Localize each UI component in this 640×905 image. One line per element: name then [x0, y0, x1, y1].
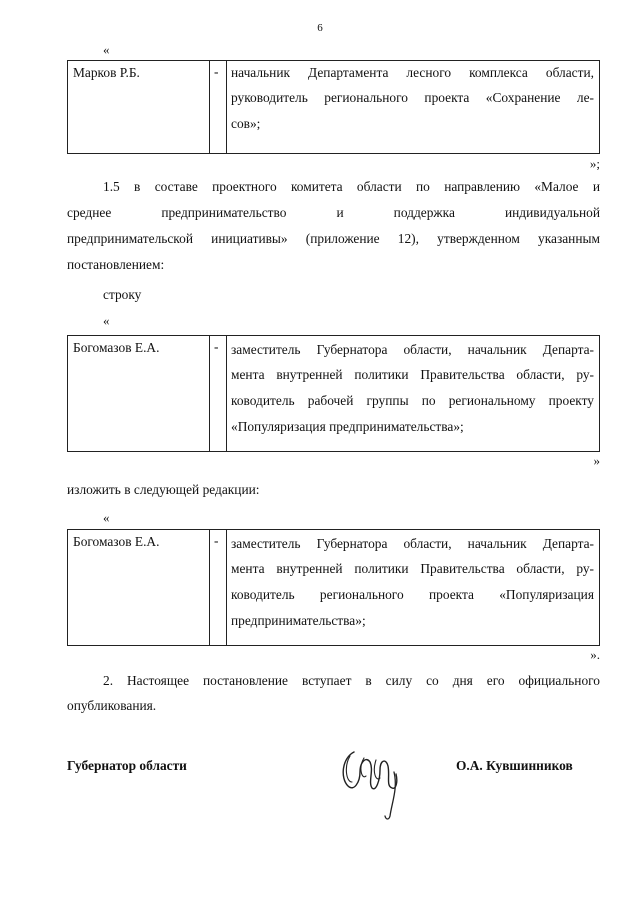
dash: -	[214, 64, 219, 79]
quote-close-3: ».	[590, 647, 600, 662]
paragraph-1-5-line: 1.5 в составе проектного комитета области по направлению «Малое и	[103, 179, 600, 194]
description-line: ководитель рабочей группы по региональному проекту	[231, 393, 594, 408]
signature-image	[336, 732, 408, 824]
signer-position: Губернатор области	[67, 758, 187, 773]
table-cell-dash	[210, 530, 227, 645]
table-cell-description	[227, 336, 599, 451]
paragraph-2-line: опубликования.	[67, 698, 157, 713]
signer-name: О.А. Кувшинников	[456, 758, 573, 773]
dash: -	[214, 533, 219, 548]
table-cell-dash	[210, 336, 227, 451]
description-line: руководитель регионального проекта «Сохранение ле-	[231, 90, 594, 105]
quote-close-2: »	[593, 453, 600, 468]
dash: -	[214, 339, 219, 354]
description-line: заместитель Губернатора области, начальник Департа-	[231, 536, 594, 551]
description-line: предпринимательства»;	[231, 613, 366, 628]
person-name: Богомазов Е.А.	[73, 534, 160, 549]
quote-close-1: »;	[589, 156, 600, 171]
description-line: «Популяризация предпринимательства»;	[231, 419, 464, 434]
table-cell-description	[227, 61, 599, 153]
description-line: мента внутренней политики Правительства области, ру-	[231, 561, 594, 576]
table-cell-name	[68, 61, 210, 153]
table-cell-name	[68, 336, 210, 451]
description-line: сов»;	[231, 116, 261, 131]
description-line: мента внутренней политики Правительства области, ру-	[231, 367, 594, 382]
description-line: начальник Департамента лесного комплекса области,	[231, 65, 594, 80]
table-cell-description	[227, 530, 599, 645]
paragraph-2-line: 2. Настоящее постановление вступает в силу со дня его официального	[103, 673, 600, 688]
paragraph-1-5-line: предпринимательской инициативы» (приложение 12), утвержденном указанным	[67, 231, 600, 246]
paragraph-1-5-line: среднее предпринимательство и поддержка индивидуальной	[67, 205, 600, 220]
page-number: 6	[317, 22, 323, 34]
description-line: ководитель регионального проекта «Популяризация	[231, 587, 594, 602]
description-line: заместитель Губернатора области, начальник Департа-	[231, 342, 594, 357]
izlozhit-text: изложить в следующей редакции:	[67, 482, 260, 497]
stroku-text: строку	[103, 287, 142, 302]
quote-open-2: «	[103, 313, 110, 328]
table-block-3	[67, 529, 600, 646]
table-cell-dash	[210, 61, 227, 153]
table-cell-name	[68, 530, 210, 645]
quote-open-1: «	[103, 42, 110, 57]
person-name: Марков Р.Б.	[73, 65, 140, 80]
quote-open-3: «	[103, 510, 110, 525]
table-block-1	[67, 60, 600, 154]
paragraph-1-5-line: постановлением:	[67, 257, 165, 272]
table-block-2	[67, 335, 600, 452]
person-name: Богомазов Е.А.	[73, 340, 160, 355]
